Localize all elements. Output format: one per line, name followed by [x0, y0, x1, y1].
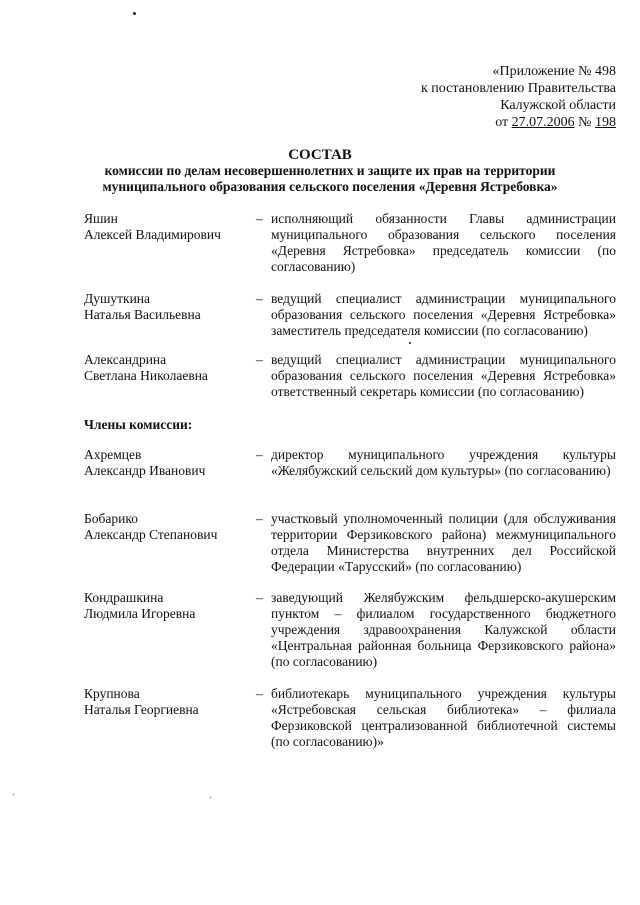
decree-date: 27.07.2006: [511, 115, 575, 130]
dash-separator: –: [256, 686, 263, 701]
appendix-region: Калужской области: [500, 98, 616, 113]
scan-speck: [210, 797, 211, 798]
person-description: ведущий специалист администрации муниципального образования сельского поселения «Деревня Ястребовка» ответственный секретарь комиссии (по согласованию): [271, 352, 616, 399]
person-name: [84, 447, 205, 479]
person-name: [84, 352, 208, 384]
scan-speck: [13, 794, 14, 795]
person-name: [84, 686, 199, 718]
subtitle-line-2: муниципального образования сельского поселения «Деревня Ястребовка»: [102, 179, 558, 194]
appendix-header: [421, 63, 616, 131]
person-given-names: Алексей Владимирович: [84, 227, 221, 242]
person-surname: Яшин: [84, 211, 118, 226]
person-surname: Бобарико: [84, 511, 138, 526]
document-title: СОСТАВ: [288, 147, 352, 163]
person-surname: Крупнова: [84, 686, 140, 701]
appendix-date-line: [421, 114, 616, 131]
document-subtitle: [60, 163, 600, 195]
dash-separator: –: [256, 447, 263, 462]
date-prefix: от: [495, 115, 512, 130]
dash-separator: –: [256, 211, 263, 226]
person-given-names: Людмила Игоревна: [84, 606, 196, 621]
person-description: исполняющий обязанности Главы администрации муниципального образования сельского поселения «Деревня Ястребовка» председатель комиссии (по согласованию): [271, 211, 616, 274]
number-prefix: №: [574, 115, 595, 130]
dash-separator: –: [256, 590, 263, 605]
person-given-names: Светлана Николаевна: [84, 368, 208, 383]
person-name: [84, 511, 217, 543]
person-given-names: Александр Степанович: [84, 527, 218, 542]
person-name: [84, 291, 201, 323]
scan-speck: [409, 342, 411, 344]
person-description: ведущий специалист администрации муниципального образования сельского поселения «Деревня Ястребовка» заместитель председателя комиссии (по согласованию): [271, 291, 616, 338]
person-surname: Ахремцев: [84, 447, 142, 462]
person-surname: Александрина: [84, 352, 167, 367]
person-surname: Кондрашкина: [84, 590, 164, 605]
person-name: [84, 211, 221, 243]
person-given-names: Наталья Георгиевна: [84, 702, 199, 717]
person-given-names: Наталья Васильевна: [84, 307, 201, 322]
person-description: директор муниципального учреждения культуры «Желябужский сельский дом культуры» (по согласованию): [271, 447, 616, 478]
appendix-reference: к постановлению Правительства: [420, 81, 616, 96]
person-given-names: Александр Иванович: [84, 463, 206, 478]
dash-separator: –: [256, 291, 263, 306]
subtitle-line-1: комиссии по делам несовершеннолетних и защите их прав на территории: [104, 163, 556, 178]
decree-number: 198: [595, 115, 616, 130]
appendix-number: «Приложение № 498: [492, 64, 616, 79]
person-name: [84, 590, 195, 622]
scan-speck: [133, 12, 136, 15]
person-description: библиотекарь муниципального учреждения культуры «Ястребовская сельская библиотека» – филиала Ферзиковской централизованной библиотечной системы (по согласованию)»: [271, 686, 616, 749]
members-heading: Члены комиссии:: [84, 417, 193, 432]
person-description: заведующий Желябужским фельдшерско-акушерским пунктом – филиалом государственного бюджетного учреждения здравоохранения Калужской области «Центральная районная больница Ферзиковского района» (по согласованию): [271, 590, 616, 669]
person-description: участковый уполномоченный полиции (для обслуживания территории Ферзиковского района) межмуниципального отдела Министерства внутренних дел Российской Федерации «Тарусский» (по согласованию): [271, 511, 616, 574]
dash-separator: –: [256, 352, 263, 367]
person-surname: Душуткина: [84, 291, 151, 306]
dash-separator: –: [256, 511, 263, 526]
